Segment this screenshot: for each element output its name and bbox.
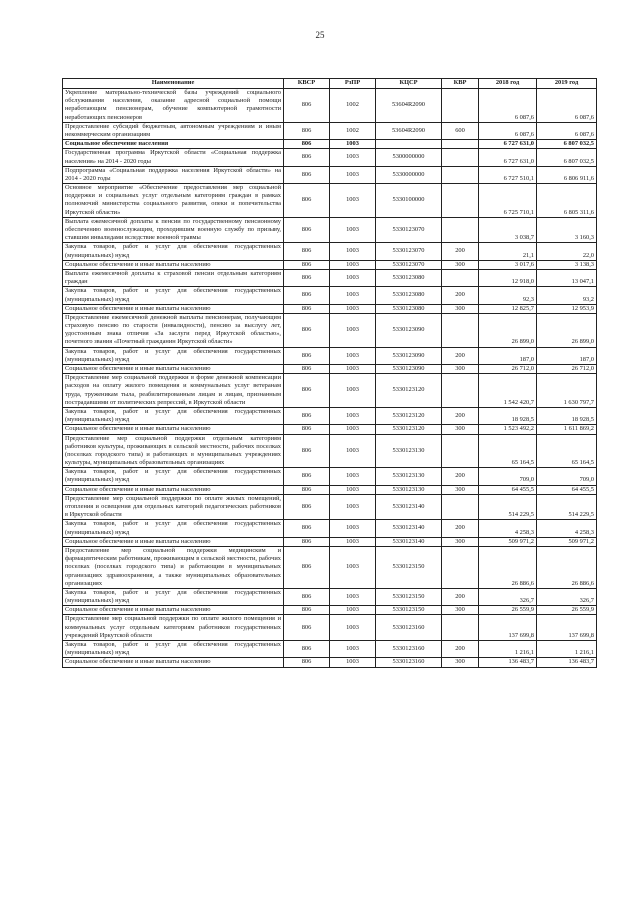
row-kvsr: 806 (284, 468, 330, 485)
row-name: Предоставление мер социальной поддержки отдельным категориям работников культуры, проживающих в сельской местности, рабочих поселках (поселках городского типа) и работающих в муниципальных учреждениях культуры, муниципальных образовательных организациях (63, 434, 284, 468)
table-row (63, 588, 597, 605)
budget-table (62, 78, 597, 668)
row-2018: 326,7 (479, 588, 537, 605)
row-name: Предоставление субсидий бюджетным, автономным учреждениям и иным некоммерческим организациям (63, 122, 284, 139)
row-rzpr: 1003 (330, 615, 376, 641)
row-rzpr: 1003 (330, 243, 376, 260)
row-kvr (442, 434, 479, 468)
row-kcsr: 5330123140 (376, 537, 442, 546)
row-kcsr: 5330123160 (376, 641, 442, 658)
row-kvr: 200 (442, 287, 479, 304)
row-rzpr: 1002 (330, 89, 376, 123)
row-2018: 21,1 (479, 243, 537, 260)
row-rzpr: 1003 (330, 494, 376, 520)
row-kvr: 300 (442, 658, 479, 667)
row-name: Социальное обеспечение населения (63, 140, 284, 149)
row-kcsr: 5330123070 (376, 243, 442, 260)
row-kcsr: 5330123080 (376, 269, 442, 286)
table-row (63, 347, 597, 364)
row-kvr: 300 (442, 606, 479, 615)
row-kvsr: 806 (284, 287, 330, 304)
row-kvr (442, 546, 479, 588)
row-name: Подпрограмма «Социальная поддержка населения Иркутской области» на 2014 - 2020 годы (63, 166, 284, 183)
row-2018: 26 899,0 (479, 313, 537, 347)
row-2019: 1 630 797,7 (537, 374, 597, 408)
row-name: Укрепление материально-технической базы учреждений социального обслуживания населения, оказание адресной социальной помощи неработающим пенсионерам, обучение компьютерной грамотности неработающих пенсионеров (63, 89, 284, 123)
row-kcsr: 5330123080 (376, 304, 442, 313)
row-kvsr: 806 (284, 588, 330, 605)
row-2018: 12 825,7 (479, 304, 537, 313)
row-2018: 6 727 510,1 (479, 166, 537, 183)
row-name: Закупка товаров, работ и услуг для обеспечения государственных (муниципальных) нужд (63, 468, 284, 485)
row-kvsr: 806 (284, 166, 330, 183)
row-kvsr: 806 (284, 615, 330, 641)
row-rzpr: 1003 (330, 140, 376, 149)
row-kvr (442, 374, 479, 408)
row-kvsr: 806 (284, 365, 330, 374)
row-kvsr: 806 (284, 520, 330, 537)
row-name: Государственная программа Иркутской области «Социальная поддержка населения» на 2014 - 2020 годы (63, 149, 284, 166)
row-2019: 12 953,9 (537, 304, 597, 313)
table-row (63, 468, 597, 485)
row-2019: 1 216,1 (537, 641, 597, 658)
row-name: Закупка товаров, работ и услуг для обеспечения государственных (муниципальных) нужд (63, 287, 284, 304)
row-kvsr: 806 (284, 407, 330, 424)
row-kvsr: 806 (284, 546, 330, 588)
row-name: Социальное обеспечение и иные выплаты населению (63, 658, 284, 667)
row-kvsr: 806 (284, 485, 330, 494)
row-rzpr: 1003 (330, 588, 376, 605)
row-kcsr: 53604R2090 (376, 122, 442, 139)
header-kcsr: КЦСР (376, 79, 442, 89)
row-name: Предоставление мер социальной поддержки по оплате жилого помещения и коммунальных услуг отдельным категориям работников государственных учреждений Иркутской области (63, 615, 284, 641)
row-name: Выплата ежемесячной доплаты к страховой пенсии отдельным категориям граждан (63, 269, 284, 286)
row-kvr: 200 (442, 243, 479, 260)
row-name: Социальное обеспечение и иные выплаты населению (63, 260, 284, 269)
table-row (63, 122, 597, 139)
table-row (63, 260, 597, 269)
row-kcsr: 5330123140 (376, 520, 442, 537)
row-kcsr: 5330100000 (376, 184, 442, 218)
row-rzpr: 1003 (330, 304, 376, 313)
row-name: Социальное обеспечение и иные выплаты населению (63, 425, 284, 434)
row-kvsr: 806 (284, 260, 330, 269)
row-rzpr: 1003 (330, 546, 376, 588)
row-kvr: 300 (442, 537, 479, 546)
row-2019: 26 886,6 (537, 546, 597, 588)
row-kvsr: 806 (284, 641, 330, 658)
row-2018: 6 087,6 (479, 89, 537, 123)
row-rzpr: 1003 (330, 365, 376, 374)
table-row (63, 485, 597, 494)
row-2019: 187,0 (537, 347, 597, 364)
row-2019: 26 712,0 (537, 365, 597, 374)
row-2018: 1 523 492,2 (479, 425, 537, 434)
table-row (63, 425, 597, 434)
row-2019: 136 483,7 (537, 658, 597, 667)
row-kvr (442, 313, 479, 347)
row-2019: 6 807 032,5 (537, 149, 597, 166)
row-2018: 6 727 631,0 (479, 149, 537, 166)
row-kvr (442, 149, 479, 166)
row-kvr: 600 (442, 122, 479, 139)
row-kcsr: 5330123150 (376, 606, 442, 615)
row-kvr: 200 (442, 641, 479, 658)
row-2018: 137 699,8 (479, 615, 537, 641)
row-kcsr: 5330123160 (376, 658, 442, 667)
row-name: Предоставление мер социальной поддержки в форме денежной компенсации расходов на оплату жилого помещения и коммунальных услуг ветеранам труда, труженикам тыла, реабилитированным лицам и лицам, признанным пострадавшими от политических репрессий, в Иркутской области (63, 374, 284, 408)
row-rzpr: 1003 (330, 269, 376, 286)
row-kvsr: 806 (284, 537, 330, 546)
row-2019: 26 559,9 (537, 606, 597, 615)
row-kvsr: 806 (284, 217, 330, 243)
row-name: Социальное обеспечение и иные выплаты населению (63, 537, 284, 546)
row-kvsr: 806 (284, 313, 330, 347)
row-name: Закупка товаров, работ и услуг для обеспечения государственных (муниципальных) нужд (63, 520, 284, 537)
row-rzpr: 1003 (330, 606, 376, 615)
row-2019: 6 807 032,5 (537, 140, 597, 149)
row-kvr: 300 (442, 260, 479, 269)
row-2019: 1 611 869,2 (537, 425, 597, 434)
row-rzpr: 1002 (330, 122, 376, 139)
row-2018: 65 164,5 (479, 434, 537, 468)
row-kcsr: 5330123140 (376, 494, 442, 520)
row-2018: 26 559,9 (479, 606, 537, 615)
row-name: Социальное обеспечение и иные выплаты населению (63, 485, 284, 494)
row-kvsr: 806 (284, 347, 330, 364)
row-rzpr: 1003 (330, 407, 376, 424)
header-rzpr: РзПР (330, 79, 376, 89)
row-kcsr: 5330123070 (376, 260, 442, 269)
row-2019: 22,0 (537, 243, 597, 260)
row-kcsr: 53604R2090 (376, 89, 442, 123)
row-name: Социальное обеспечение и иные выплаты населению (63, 365, 284, 374)
row-kvsr: 806 (284, 243, 330, 260)
row-2018: 6 725 710,1 (479, 184, 537, 218)
row-name: Закупка товаров, работ и услуг для обеспечения государственных (муниципальных) нужд (63, 347, 284, 364)
row-kcsr (376, 140, 442, 149)
table-row (63, 287, 597, 304)
row-rzpr: 1003 (330, 520, 376, 537)
table-row (63, 434, 597, 468)
table-row (63, 313, 597, 347)
row-kvr (442, 494, 479, 520)
row-2019: 137 699,8 (537, 615, 597, 641)
row-kvsr: 806 (284, 304, 330, 313)
row-kcsr: 5330123120 (376, 425, 442, 434)
table-row (63, 615, 597, 641)
table-row (63, 140, 597, 149)
row-rzpr: 1003 (330, 347, 376, 364)
row-kcsr: 5330123150 (376, 588, 442, 605)
row-name: Выплата ежемесячной доплаты к пенсии по государственному пенсионному обеспечению военнослужащим, проходившим военную службу по призыву, ставшим инвалидами вследствие военной травмы (63, 217, 284, 243)
row-kvr (442, 217, 479, 243)
row-rzpr: 1003 (330, 217, 376, 243)
row-kcsr: 5330123090 (376, 347, 442, 364)
table-row (63, 606, 597, 615)
row-2019: 3 160,3 (537, 217, 597, 243)
row-name: Закупка товаров, работ и услуг для обеспечения государственных (муниципальных) нужд (63, 588, 284, 605)
row-kcsr: 5330123130 (376, 468, 442, 485)
row-name: Закупка товаров, работ и услуг для обеспечения государственных (муниципальных) нужд (63, 243, 284, 260)
row-2018: 1 216,1 (479, 641, 537, 658)
row-2019: 709,0 (537, 468, 597, 485)
row-2018: 6 087,6 (479, 122, 537, 139)
table-row (63, 243, 597, 260)
row-2018: 1 542 420,7 (479, 374, 537, 408)
table-row (63, 184, 597, 218)
row-2018: 4 258,3 (479, 520, 537, 537)
table-row (63, 407, 597, 424)
header-2018: 2018 год (479, 79, 537, 89)
row-kvsr: 806 (284, 149, 330, 166)
table-row (63, 217, 597, 243)
row-name: Закупка товаров, работ и услуг для обеспечения государственных (муниципальных) нужд (63, 407, 284, 424)
row-rzpr: 1003 (330, 537, 376, 546)
row-2019: 4 258,3 (537, 520, 597, 537)
row-kcsr: 5330123070 (376, 217, 442, 243)
row-rzpr: 1003 (330, 434, 376, 468)
row-kcsr: 5330123120 (376, 374, 442, 408)
row-rzpr: 1003 (330, 184, 376, 218)
row-kvr: 200 (442, 407, 479, 424)
row-kvsr: 806 (284, 658, 330, 667)
row-rzpr: 1003 (330, 641, 376, 658)
header-kvr: КВР (442, 79, 479, 89)
header-2019: 2019 год (537, 79, 597, 89)
row-name: Закупка товаров, работ и услуг для обеспечения государственных (муниципальных) нужд (63, 641, 284, 658)
table-row (63, 89, 597, 123)
row-kvsr: 806 (284, 122, 330, 139)
page-number: 25 (315, 30, 325, 40)
row-kvr (442, 269, 479, 286)
row-kcsr: 5330123120 (376, 407, 442, 424)
row-kvsr: 806 (284, 184, 330, 218)
row-kvr: 300 (442, 304, 479, 313)
row-2019: 514 229,5 (537, 494, 597, 520)
row-kcsr: 5330123090 (376, 365, 442, 374)
row-kvr: 200 (442, 520, 479, 537)
row-2019: 93,2 (537, 287, 597, 304)
row-rzpr: 1003 (330, 166, 376, 183)
row-2018: 18 928,5 (479, 407, 537, 424)
row-kvsr: 806 (284, 269, 330, 286)
row-2018: 509 971,2 (479, 537, 537, 546)
row-name: Предоставление мер социальной поддержки по оплате жилых помещений, отопления и освещения для отдельных категорий педагогических работников в Иркутской области (63, 494, 284, 520)
row-2018: 26 712,0 (479, 365, 537, 374)
row-rzpr: 1003 (330, 485, 376, 494)
row-name: Предоставление мер социальной поддержки медицинским и фармацевтическим работникам, проживающим в сельской местности, рабочих поселках (поселках городского типа) и работающим в муниципальных организациях здравоохранения, а также муниципальных образовательных организациях (63, 546, 284, 588)
row-kvsr: 806 (284, 425, 330, 434)
row-rzpr: 1003 (330, 313, 376, 347)
row-2019: 65 164,5 (537, 434, 597, 468)
table-row (63, 641, 597, 658)
row-2018: 709,0 (479, 468, 537, 485)
row-kvr (442, 140, 479, 149)
row-2018: 26 886,6 (479, 546, 537, 588)
table-row (63, 494, 597, 520)
table-row (63, 537, 597, 546)
row-rzpr: 1003 (330, 658, 376, 667)
row-kvr: 300 (442, 485, 479, 494)
row-kvr: 300 (442, 425, 479, 434)
header-name: Наименование (63, 79, 284, 89)
row-2018: 514 229,5 (479, 494, 537, 520)
row-kvr (442, 184, 479, 218)
row-kvsr: 806 (284, 89, 330, 123)
row-2019: 509 971,2 (537, 537, 597, 546)
row-rzpr: 1003 (330, 468, 376, 485)
row-kvr: 200 (442, 347, 479, 364)
row-kcsr: 5330000000 (376, 166, 442, 183)
table-row (63, 149, 597, 166)
row-kvr (442, 166, 479, 183)
row-name: Социальное обеспечение и иные выплаты населению (63, 304, 284, 313)
row-kcsr: 5330123150 (376, 546, 442, 588)
row-2019: 6 805 311,6 (537, 184, 597, 218)
row-2018: 92,3 (479, 287, 537, 304)
row-rzpr: 1003 (330, 149, 376, 166)
row-2019: 6 087,6 (537, 89, 597, 123)
row-kvr (442, 615, 479, 641)
row-2019: 13 047,1 (537, 269, 597, 286)
row-kvr: 200 (442, 468, 479, 485)
row-2019: 326,7 (537, 588, 597, 605)
row-kvsr: 806 (284, 606, 330, 615)
row-name: Предоставление ежемесячной денежной выплаты пенсионерам, получающим страховую пенсию по старости (инвалидности), пенсию за выслугу лет, удостоенным знака отличия «За заслуги перед Иркутской областью», почетного звания «Почетный гражданин Иркутской области» (63, 313, 284, 347)
table-row (63, 365, 597, 374)
row-2018: 6 727 631,0 (479, 140, 537, 149)
table-header-row (63, 79, 597, 89)
row-rzpr: 1003 (330, 374, 376, 408)
table-row (63, 269, 597, 286)
row-kvr (442, 89, 479, 123)
row-kvsr: 806 (284, 434, 330, 468)
row-2018: 3 038,7 (479, 217, 537, 243)
row-kvr: 200 (442, 588, 479, 605)
row-name: Социальное обеспечение и иные выплаты населению (63, 606, 284, 615)
row-2018: 187,0 (479, 347, 537, 364)
row-2018: 12 918,0 (479, 269, 537, 286)
row-kcsr: 5300000000 (376, 149, 442, 166)
table-row (63, 374, 597, 408)
row-kvsr: 806 (284, 374, 330, 408)
row-2018: 64 455,5 (479, 485, 537, 494)
row-kvsr: 806 (284, 140, 330, 149)
table-row (63, 658, 597, 667)
table-row (63, 520, 597, 537)
header-kvsr: КВСР (284, 79, 330, 89)
row-kcsr: 5330123080 (376, 287, 442, 304)
row-name: Основное мероприятие «Обеспечение предоставления мер социальной поддержки и социальных услуг отдельным категориям граждан в рамках полномочий министерства социального развития, опеки и попечительства Иркутской области» (63, 184, 284, 218)
row-2019: 6 087,6 (537, 122, 597, 139)
row-2019: 26 899,0 (537, 313, 597, 347)
row-kvr: 300 (442, 365, 479, 374)
table-row (63, 166, 597, 183)
row-rzpr: 1003 (330, 425, 376, 434)
row-kcsr: 5330123130 (376, 434, 442, 468)
row-kcsr: 5330123160 (376, 615, 442, 641)
row-kvsr: 806 (284, 494, 330, 520)
row-kcsr: 5330123130 (376, 485, 442, 494)
table-row (63, 304, 597, 313)
row-kcsr: 5330123090 (376, 313, 442, 347)
row-rzpr: 1003 (330, 287, 376, 304)
table-row (63, 546, 597, 588)
row-2019: 6 806 911,6 (537, 166, 597, 183)
row-2019: 3 138,3 (537, 260, 597, 269)
row-2018: 136 483,7 (479, 658, 537, 667)
row-2019: 64 455,5 (537, 485, 597, 494)
row-rzpr: 1003 (330, 260, 376, 269)
row-2019: 18 928,5 (537, 407, 597, 424)
row-2018: 3 017,6 (479, 260, 537, 269)
